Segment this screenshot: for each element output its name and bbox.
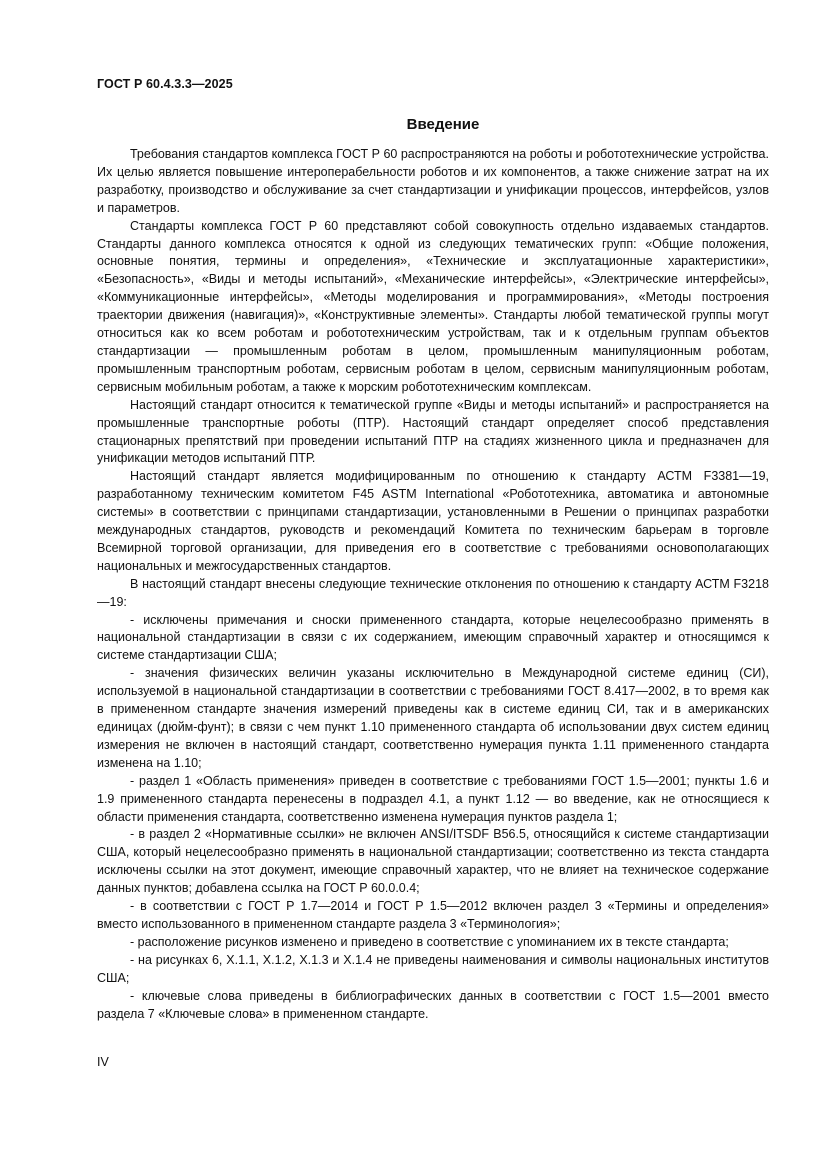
paragraph: Требования стандартов комплекса ГОСТ Р 60 распространяются на роботы и робототехнические устройства. Их целью является повышение интероперабельности роботов и их компонентов, а также снижение затрат на их разработку, производство и обслуживание за счет стандартизации и унификации процессов, интерфейсов, узлов и параметров.: [97, 147, 769, 215]
list-item: - раздел 1 «Область применения» приведен в соответствие с требованиями ГОСТ 1.5—2001; пункты 1.6 и 1.9 примененного стандарта перенесены в подраздел 4.1, а пункт 1.12 — во введение, как не относящиеся к области применения стандарта, соответственно изменена нумерация пунктов раздела 1;: [97, 773, 769, 824]
paragraph: В настоящий стандарт внесены следующие технические отклонения по отношению к стандарту АСТМ F3218—19:: [97, 576, 769, 609]
list-item: - исключены примечания и сноски примененного стандарта, которые нецелесообразно применять в национальной стандартизации в связи с их содержанием, имеющим справочный характер и относящимся к системе стандартизации США;: [97, 612, 769, 663]
list-item: - ключевые слова приведены в библиографических данных в соответствии с ГОСТ 1.5—2001 вместо раздела 7 «Ключевые слова» в примененном стандарте.: [97, 988, 769, 1021]
list-item: - расположение рисунков изменено и приведено в соответствие с упоминанием их в тексте стандарта;: [130, 934, 729, 949]
paragraph: Стандарты комплекса ГОСТ Р 60 представляют собой совокупность отдельно издаваемых стандартов. Стандарты данного комплекса относятся к одной из следующих тематических групп: «Общие положения, основные понятия, термины и определения», «Технические и эксплуатационные характеристики», «Безопасность», «Виды и методы испытаний», «Механические интерфейсы», «Электрические интерфейсы», «Коммуникационные интерфейсы», «Методы моделирования и программирования», «Методы построения траектории движения (навигация)», «Конструктивные элементы». Стандарты любой тематической группы могут относиться как ко всем роботам и робототехническим устройствам, так и к отдельным группам объектов стандартизации — промышленным роботам в целом, промышленным манипуляционным роботам, промышленным транспортным роботам, сервисным роботам в целом, сервисным манипуляционным роботам, сервисным мобильным роботам, а также к морским робототехническим комплексам.: [97, 218, 769, 394]
paragraph: Настоящий стандарт относится к тематической группе «Виды и методы испытаний» и распространяется на промышленные транспортные роботы (ПТР). Настоящий стандарт определяет способ представления стационарных препятствий при проведении испытаний ПТР на стадиях жизненного цикла и предназначен для унификации методов испытаний ПТР.: [97, 397, 769, 466]
list-item: - значения физических величин указаны исключительно в Международной системе единиц (СИ), используемой в национальной стандартизации в соответствии с требованиями ГОСТ 8.417—2002, в то время как в примененном стандарте значения измерений приведены как в системе единиц СИ, так и в американских единицах (дюйм-фунт); в связи с чем пункт 1.10 примененного стандарта об использовании двух систем единиц измерения не включен в настоящий стандарт, соответственно нумерация пункта 1.11 примененного стандарта изменена на 1.10;: [97, 666, 769, 770]
section-title: Введение: [406, 116, 480, 133]
page-number: IV: [97, 1055, 109, 1069]
paragraph: Настоящий стандарт является модифицированным по отношению к стандарту АСТМ F3381—19, разработанному техническим комитетом F45 ASTM International «Робототехника, автоматика и автономные системы» в соответствии с принципами стандартизации, установленными в Решении о принципах разработки международных стандартов, руководств и рекомендаций Комитета по техническим барьерам в торговле Всемирной торговой организации, для приведения его в соответствие с требованиями основополагающих национальных и межгосударственных стандартов.: [97, 469, 769, 573]
document-code-header: ГОСТ Р 60.4.3.3—2025: [97, 77, 233, 91]
list-item: - в раздел 2 «Нормативные ссылки» не включен ANSI/ITSDF B56.5, относящийся к системе стандартизации США, который нецелесообразно применять в национальной стандартизации; соответственно из текста стандарта исключены ссылки на этот документ, имеющие справочный характер, что не влияет на техническое содержание данных пунктов; добавлена ссылка на ГОСТ Р 60.0.0.4;: [97, 827, 769, 896]
list-item: - в соответствии с ГОСТ Р 1.7—2014 и ГОСТ Р 1.5—2012 включен раздел 3 «Термины и определения» вместо использованного в примененном стандарте раздела 3 «Терминология»;: [97, 899, 769, 931]
list-item: - на рисунках 6, X.1.1, X.1.2, X.1.3 и X.1.4 не приведены наименования и символы национальных институтов США;: [97, 952, 769, 985]
document-body: [97, 146, 769, 1023]
